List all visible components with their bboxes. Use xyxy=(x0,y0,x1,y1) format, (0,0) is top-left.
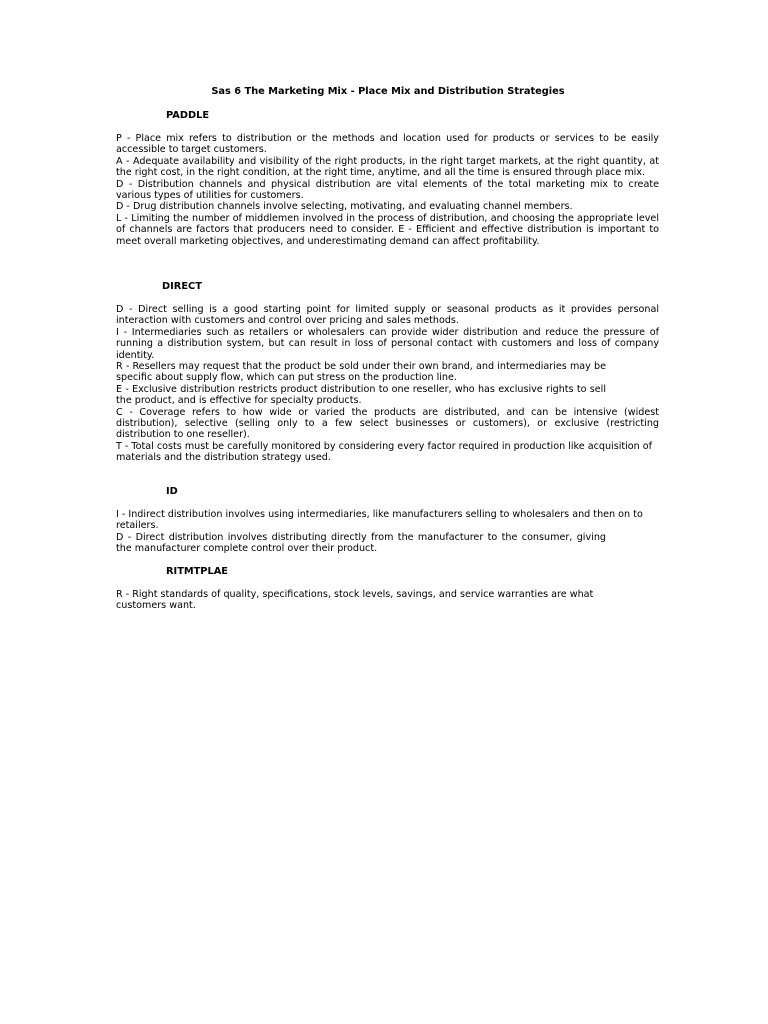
paragraph: C - Coverage refers to how wide or varied the products are distributed, and can be intensive (widest distribution), selective (selling only to a few select businesses or customers), or exclusive (restricting distribution to one reseller). xyxy=(116,406,659,441)
section-body-id xyxy=(116,509,659,555)
paragraph: I - Indirect distribution involves using intermediaries, like manufacturers selling to wholesalers and then on to retailers. xyxy=(116,509,643,532)
section-body-paddle xyxy=(116,133,659,247)
paragraph: R - Resellers may request that the product be sold under their own brand, and intermediaries may be specific about supply flow, which can put stress on the production line. xyxy=(116,361,606,384)
paragraph: E - Exclusive distribution restricts product distribution to one reseller, who has exclusive rights to sell the product, and is effective for specialty products. xyxy=(116,383,606,407)
paragraph: I - Intermediaries such as retailers or wholesalers can provide wider distribution and reduce the pressure of running a distribution system, but can result in loss of personal contact with customers and loss of company identity. xyxy=(116,326,659,361)
section-heading-paddle: PADDLE xyxy=(166,110,210,121)
section-heading-direct: DIRECT xyxy=(162,281,202,292)
paragraph: R - Right standards of quality, specifications, stock levels, savings, and service warranties are what customers want. xyxy=(116,589,594,612)
paragraph: A - Adequate availability and visibility of the right products, in the right target markets, at the right quantity, at the right cost, in the right condition, at the right time, anytime, and all the time is ensured through place mix. xyxy=(116,155,659,179)
section-body-ritmtplae xyxy=(116,589,659,612)
paragraph: D - Direct selling is a good starting point for limited supply or seasonal products as it provides personal interaction with customers and control over pricing and sales methods. xyxy=(116,304,659,327)
section-heading-id: ID xyxy=(166,486,178,497)
document-title: Sas 6 The Marketing Mix - Place Mix and Distribution Strategies xyxy=(211,86,565,97)
paragraph: T - Total costs must be carefully monitored by considering every factor required in production like acquisition of materials and the distribution strategy used. xyxy=(116,440,653,464)
paragraph: L - Limiting the number of middlemen involved in the process of distribution, and choosing the appropriate level of channels are factors that producers need to consider. E - Efficient and effective distribution is important to meet overall marketing objectives, and underestimating demand can affect profitability. xyxy=(116,212,659,247)
section-heading-ritmtplae: RITMTPLAE xyxy=(166,566,229,577)
paragraph: P - Place mix refers to distribution or the methods and location used for products or services to be easily accessible to target customers. xyxy=(116,133,659,156)
paragraph: D - Distribution channels and physical distribution are vital elements of the total marketing mix to create various types of utilities for customers. xyxy=(116,178,659,202)
section-body-direct xyxy=(116,304,659,464)
paragraph: D - Direct distribution involves distributing directly from the manufacturer to the consumer, giving the manufacturer complete control over their product. xyxy=(116,531,606,555)
paragraph: D - Drug distribution channels involve selecting, motivating, and evaluating channel members. xyxy=(116,201,573,213)
